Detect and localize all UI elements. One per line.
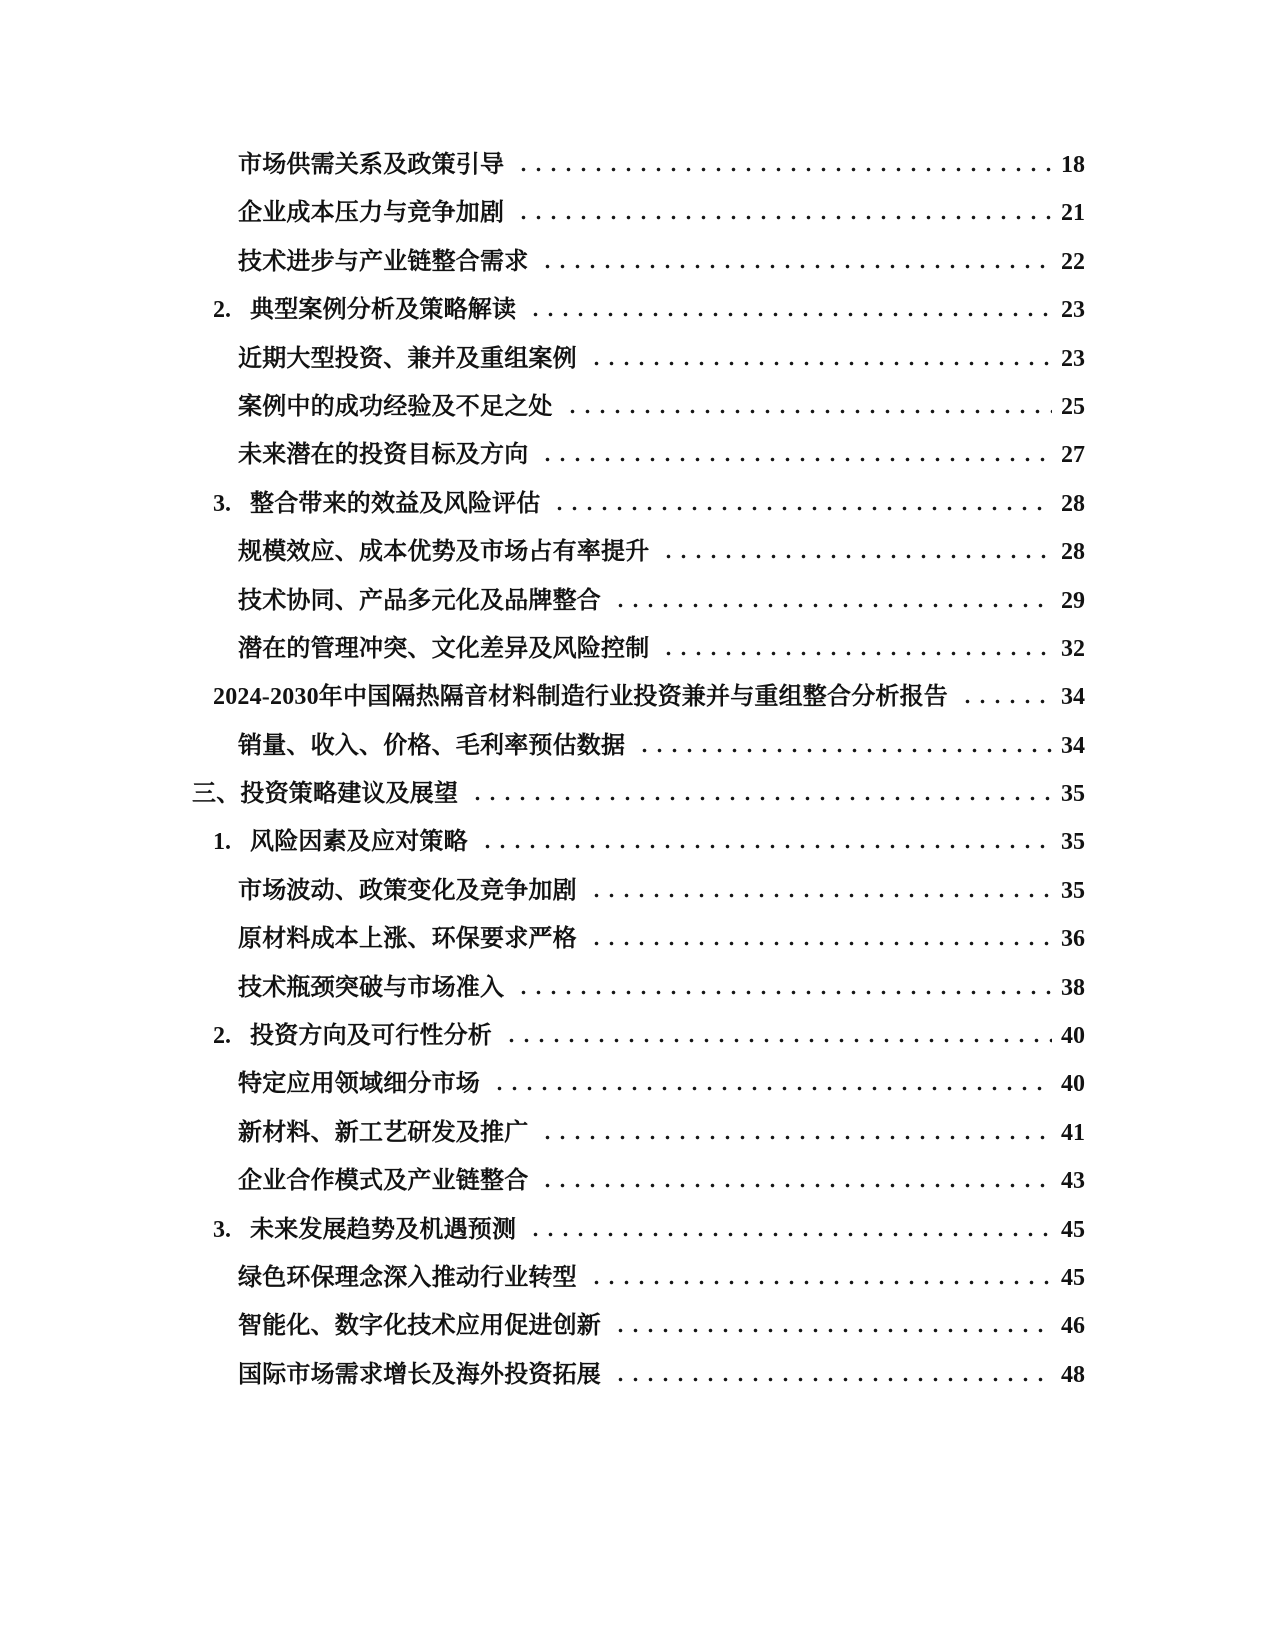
toc-entry[interactable]	[190, 383, 1085, 431]
toc-entry[interactable]	[190, 1302, 1085, 1350]
dot-leader	[516, 990, 1052, 995]
toc-entry-page-number: 35	[1061, 877, 1085, 904]
toc-entry-label: 绿色环保理念深入推动行业转型	[238, 1264, 577, 1291]
dot-leader	[613, 1377, 1052, 1382]
toc-entry-label: 规模效应、成本优势及市场占有率提升	[238, 539, 650, 566]
toc-entry-page-number: 35	[1061, 829, 1085, 856]
toc-entry-number: 3.	[213, 490, 231, 517]
dot-leader	[516, 215, 1052, 220]
dot-leader	[470, 796, 1052, 801]
toc-entry-label: 市场波动、政策变化及竞争加剧	[238, 877, 577, 904]
toc-entry-page-number: 22	[1061, 248, 1085, 275]
toc-entry[interactable]	[190, 528, 1085, 576]
toc-entry[interactable]	[190, 867, 1085, 915]
toc-entry-label: 新材料、新工艺研发及推广	[238, 1119, 529, 1146]
dot-leader	[540, 264, 1052, 269]
toc-entry-label: 原材料成本上涨、环保要求严格	[238, 926, 577, 953]
toc-entry-page-number: 43	[1061, 1168, 1085, 1195]
toc-entry-label: 风险因素及应对策略	[250, 829, 468, 856]
toc-entry-page-number: 48	[1061, 1361, 1085, 1388]
dot-leader	[589, 1280, 1052, 1285]
toc-entry-page-number: 21	[1061, 200, 1085, 227]
toc-entry-page-number: 28	[1061, 490, 1085, 517]
toc-entry-label: 投资方向及可行性分析	[250, 1023, 492, 1050]
toc-entry-label: 国际市场需求增长及海外投资拓展	[238, 1361, 601, 1388]
toc-entry[interactable]	[190, 141, 1085, 189]
toc-entry-number: 1.	[213, 829, 231, 856]
toc-entry-label: 技术协同、产品多元化及品牌整合	[238, 587, 601, 614]
dot-leader	[589, 893, 1052, 898]
toc-entry[interactable]	[190, 818, 1085, 866]
toc-entry[interactable]	[190, 189, 1085, 237]
toc-entry[interactable]	[190, 722, 1085, 770]
dot-leader	[565, 409, 1052, 414]
toc-entry[interactable]	[190, 286, 1085, 334]
dot-leader	[528, 1232, 1052, 1237]
dot-leader	[613, 1328, 1052, 1333]
toc-entry[interactable]	[190, 1109, 1085, 1157]
toc-entry-label: 智能化、数字化技术应用促进创新	[238, 1313, 601, 1340]
toc-entry-label: 三、投资策略建议及展望	[192, 781, 459, 808]
toc-entry-label: 近期大型投资、兼并及重组案例	[238, 345, 577, 372]
dot-leader	[661, 554, 1052, 559]
dot-leader	[637, 748, 1052, 753]
toc-entry-page-number: 23	[1061, 297, 1085, 324]
dot-leader	[540, 1135, 1052, 1140]
dot-leader	[540, 457, 1052, 462]
toc-entry-page-number: 36	[1061, 926, 1085, 953]
toc-entry-page-number: 40	[1061, 1023, 1085, 1050]
toc-entry-number: 2.	[213, 297, 231, 324]
dot-leader	[540, 1183, 1052, 1188]
toc-entry-number: 2.	[213, 1023, 231, 1050]
toc-entry-page-number: 45	[1061, 1264, 1085, 1291]
toc-entry-label: 典型案例分析及策略解读	[250, 297, 517, 324]
toc-entry-label: 企业成本压力与竞争加剧	[238, 200, 505, 227]
dot-leader	[480, 844, 1052, 849]
toc-entry[interactable]	[190, 335, 1085, 383]
toc-entry-label: 技术瓶颈突破与市场准入	[238, 974, 505, 1001]
toc-entry[interactable]	[190, 625, 1085, 673]
toc-entry-label: 潜在的管理冲突、文化差异及风险控制	[238, 635, 650, 662]
toc-entry[interactable]	[190, 1012, 1085, 1060]
toc-entry-number: 3.	[213, 1216, 231, 1243]
toc-entry[interactable]	[190, 1157, 1085, 1205]
dot-leader	[589, 361, 1052, 366]
toc-entry[interactable]	[190, 770, 1085, 818]
toc-entry-page-number: 35	[1061, 781, 1085, 808]
toc-entry-page-number: 45	[1061, 1216, 1085, 1243]
toc-entry-label: 未来潜在的投资目标及方向	[238, 442, 529, 469]
dot-leader	[516, 167, 1052, 172]
dot-leader	[492, 1086, 1052, 1091]
table-of-contents	[190, 141, 1085, 1399]
toc-entry-label: 特定应用领域细分市场	[238, 1071, 480, 1098]
dot-leader	[661, 651, 1052, 656]
toc-entry-label: 未来发展趋势及机遇预测	[250, 1216, 517, 1243]
toc-entry-page-number: 28	[1061, 539, 1085, 566]
toc-entry-label: 案例中的成功经验及不足之处	[238, 393, 553, 420]
toc-entry[interactable]	[190, 1060, 1085, 1108]
toc-entry[interactable]	[190, 964, 1085, 1012]
toc-entry-label: 整合带来的效益及风险评估	[250, 490, 541, 517]
toc-entry-page-number: 34	[1061, 732, 1085, 759]
toc-entry-page-number: 46	[1061, 1313, 1085, 1340]
toc-entry[interactable]	[190, 1206, 1085, 1254]
dot-leader	[960, 699, 1052, 704]
dot-leader	[552, 506, 1052, 511]
toc-entry-page-number: 25	[1061, 393, 1085, 420]
toc-entry-page-number: 38	[1061, 974, 1085, 1001]
toc-entry-page-number: 27	[1061, 442, 1085, 469]
toc-entry[interactable]	[190, 915, 1085, 963]
toc-entry-page-number: 18	[1061, 152, 1085, 178]
toc-entry-page-number: 34	[1061, 684, 1085, 711]
toc-entry[interactable]	[190, 577, 1085, 625]
toc-entry-label: 2024-2030年中国隔热隔音材料制造行业投资兼并与重组整合分析报告	[213, 684, 948, 711]
toc-entry-page-number: 40	[1061, 1071, 1085, 1098]
dot-leader	[613, 603, 1052, 608]
toc-entry[interactable]	[190, 480, 1085, 528]
toc-entry-page-number: 23	[1061, 345, 1085, 372]
dot-leader	[589, 941, 1052, 946]
toc-entry[interactable]	[190, 1351, 1085, 1399]
toc-entry[interactable]	[190, 673, 1085, 721]
dot-leader	[528, 312, 1052, 317]
toc-entry-label: 企业合作模式及产业链整合	[238, 1168, 529, 1195]
dot-leader	[504, 1038, 1052, 1043]
toc-entry-page-number: 29	[1061, 587, 1085, 614]
toc-entry-page-number: 41	[1061, 1119, 1085, 1146]
toc-entry-label: 销量、收入、价格、毛利率预估数据	[238, 732, 626, 759]
toc-entry-label: 市场供需关系及政策引导	[238, 152, 505, 178]
toc-entry[interactable]	[190, 1254, 1085, 1302]
toc-entry[interactable]	[190, 431, 1085, 479]
toc-entry-label: 技术进步与产业链整合需求	[238, 248, 529, 275]
toc-entry[interactable]	[190, 238, 1085, 286]
toc-entry-page-number: 32	[1061, 635, 1085, 662]
